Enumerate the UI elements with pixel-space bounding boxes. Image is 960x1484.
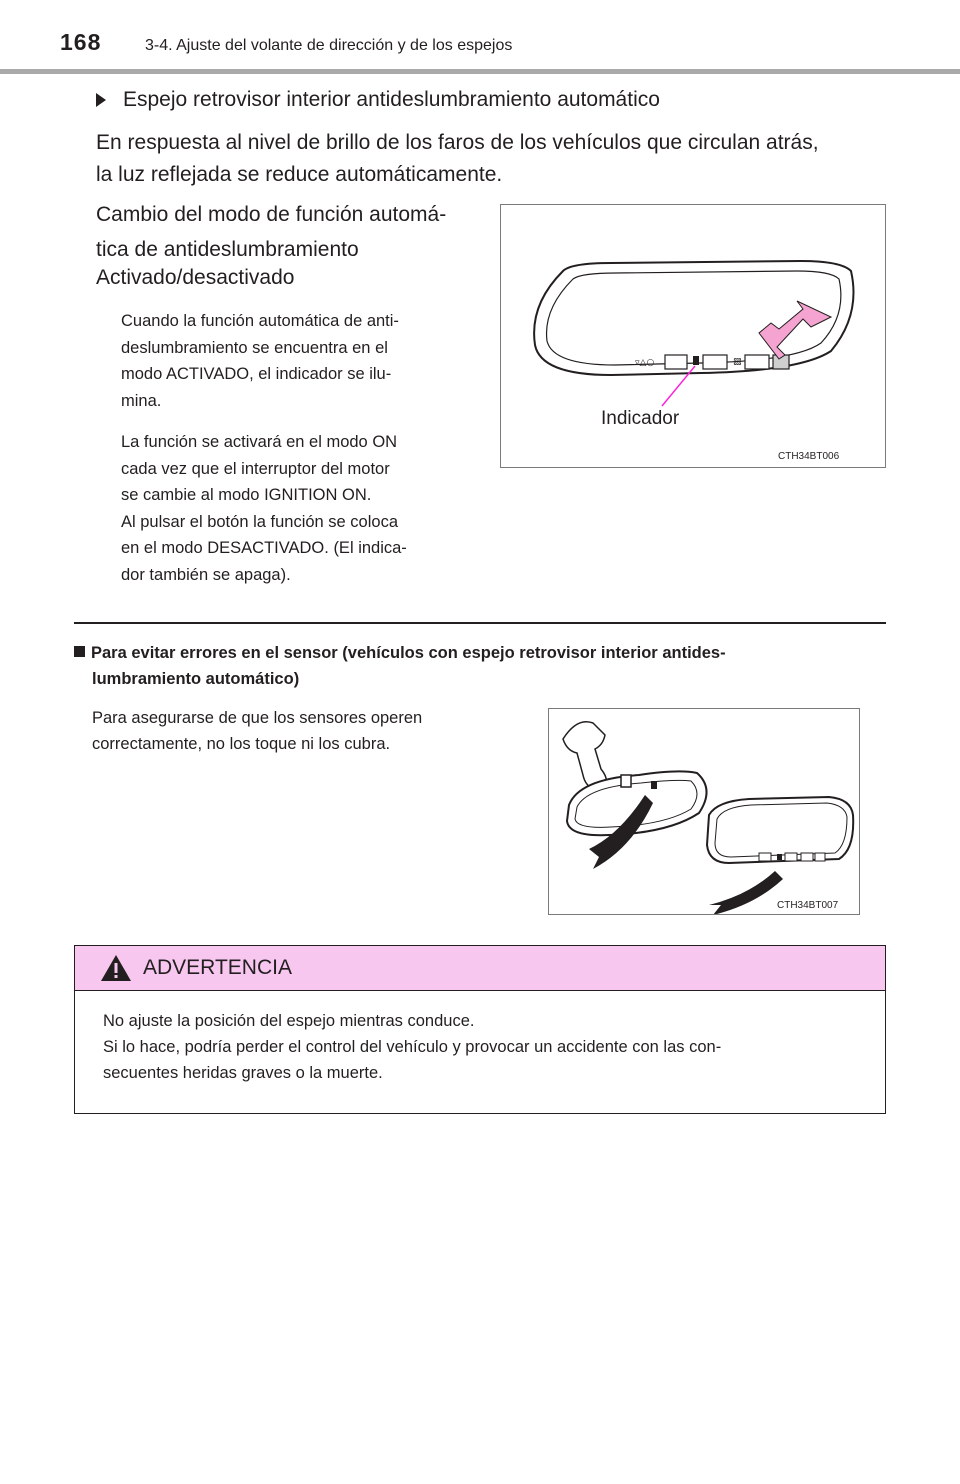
activation-paragraph <box>121 429 477 588</box>
subsection-title <box>96 88 660 112</box>
text-line: mina. <box>121 391 162 410</box>
text-line: modo ACTIVADO, el indicador se ilu- <box>121 365 392 383</box>
mode-title-line: tica de antideslumbramiento <box>96 238 359 261</box>
text-line: dor también se apaga). <box>121 565 291 584</box>
mode-title <box>96 197 486 267</box>
text-line: deslumbramiento se encuentra en el <box>121 338 388 357</box>
sensor-illustration <box>549 709 859 914</box>
arrow-bullet-icon <box>96 93 106 107</box>
warning-line: Si lo hace, podría perder el control del vehículo y provocar un accidente con las con- <box>103 1038 722 1056</box>
warning-title: ADVERTENCIA <box>143 956 292 979</box>
warning-line: No ajuste la posición del espejo mientras conduce. <box>103 1012 475 1030</box>
mirror-illustration <box>501 205 885 467</box>
text-line: Para asegurarse de que los sensores operen <box>92 709 423 727</box>
warning-header <box>75 946 885 991</box>
svg-text:▧: ▧ <box>733 357 742 367</box>
figure-code: CTH34BT006 <box>778 451 840 462</box>
text-line: correctamente, no los toque ni los cubra. <box>92 735 391 753</box>
header-rule <box>0 69 960 74</box>
mode-state-label: Activado/desactivado <box>96 266 295 289</box>
indicator-paragraph <box>121 308 477 414</box>
text-line: en el modo DESACTIVADO. (El indica- <box>121 539 407 557</box>
text-line: La función se activará en el modo ON <box>121 433 398 451</box>
warning-triangle-icon <box>99 953 133 983</box>
intro-line: En respuesta al nivel de brillo de los faros de los vehículos que circulan atrás, <box>96 131 819 154</box>
mirror-indicator-figure <box>500 204 886 468</box>
running-header: 3-4. Ajuste del volante de dirección y de los espejos <box>145 37 513 54</box>
warning-line: secuentes heridas graves o la muerte. <box>103 1064 383 1082</box>
text-line: cada vez que el interruptor del motor <box>121 459 390 478</box>
mode-title-line: Cambio del modo de función automá- <box>96 203 447 226</box>
text-line: se cambie al modo IGNITION ON. <box>121 486 372 504</box>
intro-line: la luz reflejada se reduce automáticamente. <box>96 163 503 186</box>
sensor-section-heading <box>74 640 886 692</box>
subsection-title-text: Espejo retrovisor interior antideslumbramiento automático <box>123 88 660 111</box>
square-bullet-icon <box>74 646 85 657</box>
text-line: Al pulsar el botón la función se coloca <box>121 512 399 531</box>
intro-paragraph <box>96 127 896 191</box>
figure-code: CTH34BT007 <box>777 900 839 911</box>
heading-line: lumbramiento automático) <box>92 670 300 688</box>
page-number: 168 <box>60 29 102 55</box>
sensor-paragraph <box>92 705 522 757</box>
text-line: Cuando la función automática de anti- <box>121 312 399 330</box>
sensor-figure <box>548 708 860 915</box>
warning-box <box>74 945 886 1114</box>
section-rule <box>74 622 886 624</box>
heading-line: Para evitar errores en el sensor (vehículos con espejo retrovisor interior antides- <box>91 644 726 662</box>
warning-body <box>75 991 885 1086</box>
svg-text:▿△○: ▿△○ <box>635 358 655 368</box>
indicator-callout-label: Indicador <box>601 408 680 429</box>
